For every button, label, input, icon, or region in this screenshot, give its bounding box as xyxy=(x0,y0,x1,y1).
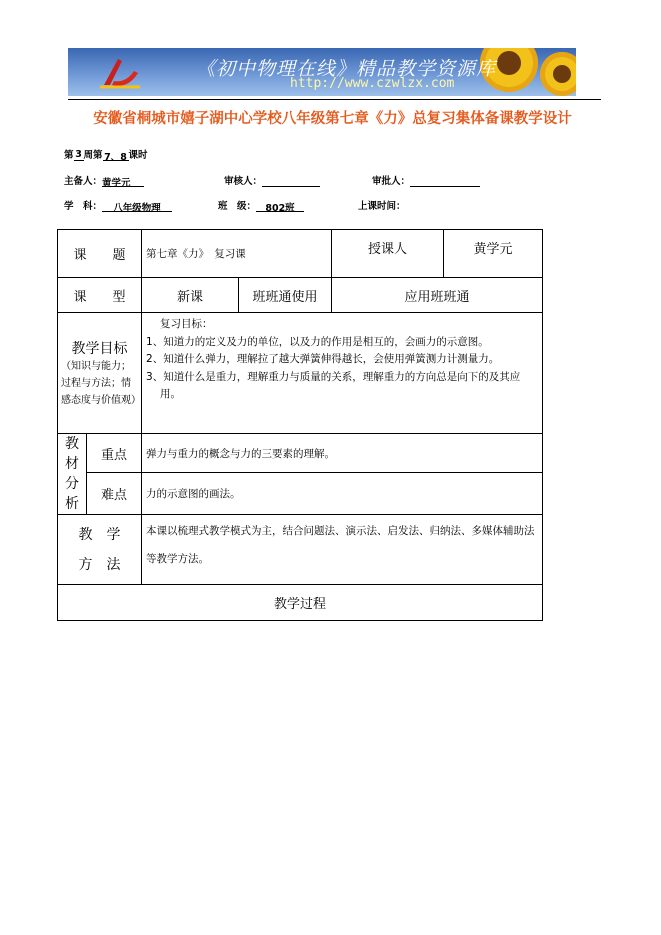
goals-label-cell xyxy=(58,313,142,434)
reviewer-field: 审核人： xyxy=(224,173,320,187)
sunflower-image xyxy=(540,52,576,96)
method-label-1: 教 学 xyxy=(78,526,121,543)
difficult-row xyxy=(58,473,543,515)
preparer-value: 黄学元 xyxy=(102,175,144,187)
goals-row xyxy=(58,313,543,434)
banner-title: 《初中物理在线》精品教学资源库 xyxy=(196,58,497,80)
topic-row xyxy=(58,230,543,278)
method-row xyxy=(58,515,543,585)
teacher-label: 授课人 xyxy=(332,230,444,278)
difficult-label: 难点 xyxy=(87,473,142,515)
process-row xyxy=(58,585,543,621)
header-banner xyxy=(68,48,576,96)
divider xyxy=(68,99,601,100)
class-value: 802班 xyxy=(256,200,304,212)
approver-value xyxy=(410,175,480,187)
topic-label: 课 题 xyxy=(58,230,142,278)
key-label: 重点 xyxy=(87,434,142,473)
goal-item: 2、知道什么弹力，理解拉了越大弹簧伸得越长，会使用弹簧测力计测量力。 xyxy=(146,353,500,365)
week-value: 3 xyxy=(75,149,82,160)
teacher-value: 黄学元 xyxy=(444,230,543,278)
analysis-label: 教材分析 xyxy=(58,434,87,515)
document-title: 安徽省桐城市嬉子湖中心学校八年级第七章《力》总复习集体备课教学设计 xyxy=(93,111,572,127)
lesson-plan-table xyxy=(57,229,543,621)
approver-field: 审批人： xyxy=(372,173,480,187)
site-logo-icon xyxy=(98,55,142,91)
goal-item: 3、知道什么是重力，理解重力与质量的关系，理解重力的方向总是向下的及其应用。 xyxy=(146,370,521,400)
type-new: 新课 xyxy=(142,278,239,313)
type-label: 课 型 xyxy=(58,278,142,313)
goals-content xyxy=(142,313,543,434)
key-row xyxy=(58,434,543,473)
week-lesson-line: 第 3 周第 7、8 课时 xyxy=(64,149,148,163)
lesson-value: 7、8 xyxy=(103,149,129,161)
subject-field: 学 科： 八年级物理 xyxy=(64,198,172,212)
method-label-2: 方 法 xyxy=(78,556,121,573)
type-class-use: 班班通使用 xyxy=(239,278,332,313)
preparer-field: 主备人：黄学元 xyxy=(64,173,144,187)
topic-value: 第七章《力》 复习课 xyxy=(142,230,332,278)
goals-label: 教学目标 xyxy=(71,340,128,357)
method-label-cell xyxy=(58,515,142,585)
difficult-value: 力的示意图的画法。 xyxy=(142,473,543,515)
goals-heading: 复习目标： xyxy=(160,318,213,330)
process-label: 教学过程 xyxy=(58,585,543,621)
key-value: 弹力与重力的概念与力的三要素的理解。 xyxy=(142,434,543,473)
subject-value: 八年级物理 xyxy=(102,200,172,212)
goals-sub-label: （知识与能力；过程与方法；情感态度与价值观） xyxy=(61,360,141,406)
method-value: 本课以梳理式教学模式为主，结合问题法、演示法、启发法、归纳法、多媒体辅助法等教学方法。 xyxy=(142,515,543,585)
goal-item: 1、知道力的定义及力的单位，以及力的作用是相互的，会画力的示意图。 xyxy=(146,335,489,348)
reviewer-value xyxy=(262,175,320,187)
type-row xyxy=(58,278,543,313)
type-apply: 应用班班通 xyxy=(332,278,543,313)
class-field: 班 级： 802班 xyxy=(218,198,304,212)
class-time-field: 上课时间： xyxy=(358,201,406,212)
banner-url[interactable]: http://www.czwlzx.com xyxy=(290,76,455,91)
